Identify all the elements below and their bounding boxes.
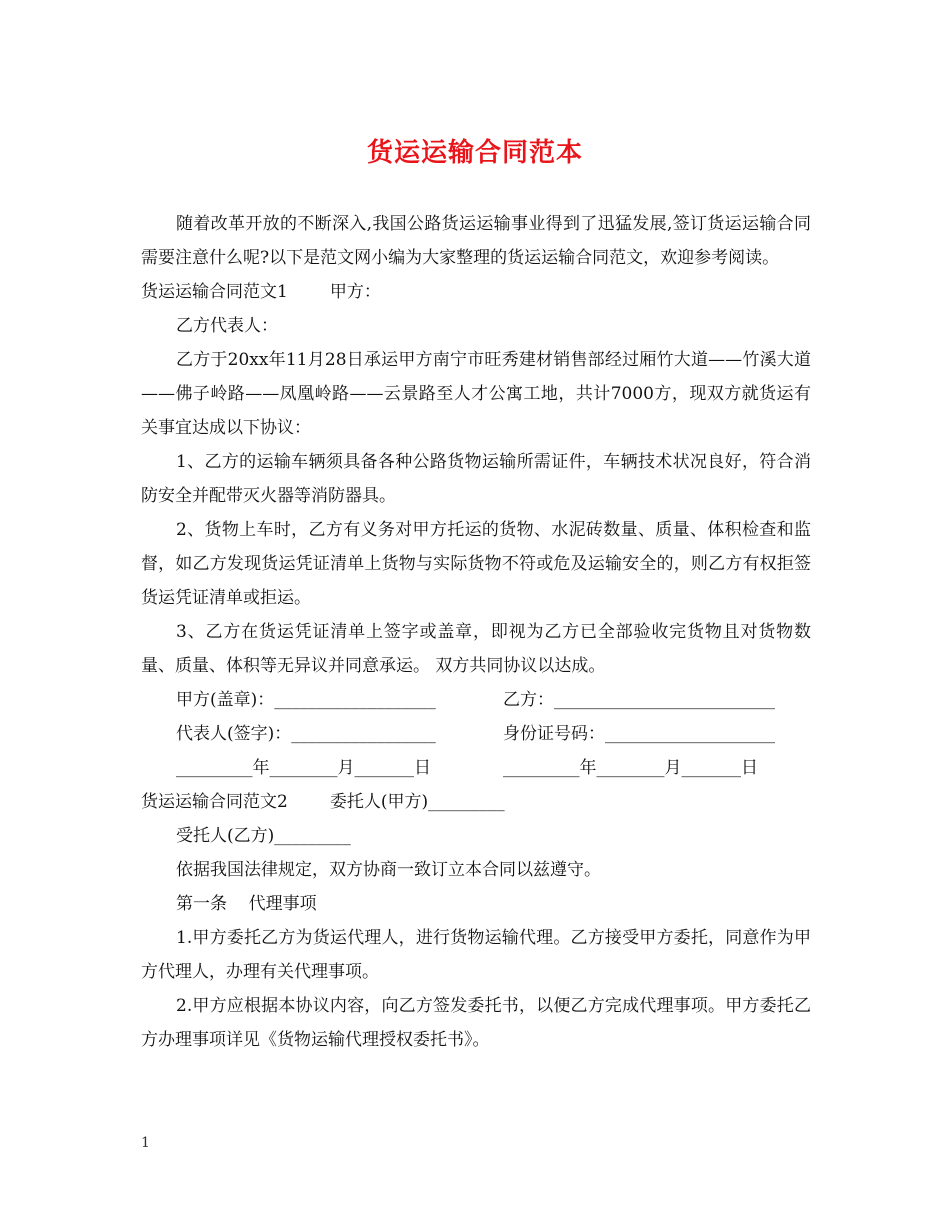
- intro-paragraph: 随着改革开放的不断深入,我国公路货运运输事业得到了迅猛发展,签订货运运输合同需要注意什么呢?以下是范文网小编为大家整理的货运运输合同范文，欢迎参考阅读。: [141, 214, 811, 268]
- document-body: [141, 207, 811, 1057]
- date-row: [141, 751, 811, 785]
- id-number-field: 身份证号码：____________________: [503, 724, 775, 744]
- sample2-heading: 货运运输合同范文2: [141, 792, 288, 812]
- article-1-heading: 第一条 代理事项: [176, 894, 317, 914]
- sample1-item-3: 3、乙方在货运凭证清单上签字或盖章，即视为乙方已全部验收完货物且对货物数量、质量、体积等无异议并同意承运。 双方共同协议以达成。: [141, 622, 811, 676]
- clause-1: 1.甲方委托乙方为货运代理人，进行货物运输代理。乙方接受甲方委托，同意作为甲方代理人，办理有关代理事项。: [141, 928, 811, 982]
- party-b-representative: 乙方代表人：: [176, 316, 278, 336]
- client-field: 委托人(甲方)_________: [329, 792, 505, 812]
- clause-2: 2.甲方应根据本协议内容，向乙方签发委托书，以便乙方完成代理事项。甲方委托乙方办理事项详见《货物运输代理授权委托书》。: [141, 996, 811, 1050]
- party-a-label: 甲方：: [329, 282, 381, 302]
- signature-row: [141, 683, 811, 717]
- date-right: _________年________月_______日: [503, 758, 758, 778]
- party-b-field: 乙方：__________________________: [503, 690, 775, 710]
- sample1-item-2: 2、货物上车时，乙方有义务对甲方托运的货物、水泥砖数量、质量、体积检查和监督，如乙方发现货运凭证清单上货物与实际货物不符或危及运输安全的，则乙方有权拒签货运凭证清单或拒运。: [141, 520, 811, 608]
- sample1-paragraph-1: 乙方于20xx年11月28日承运甲方南宁市旺秀建材销售部经过厢竹大道——竹溪大道——佛子岭路——凤凰岭路——云景路至人才公寓工地，共计7000方，现双方就货运有关事宜达成以下协议：: [141, 350, 811, 438]
- page-number: 1: [141, 1135, 150, 1151]
- representative-row: [141, 717, 811, 751]
- sample1-item-1: 1、乙方的运输车辆须具备各种公路货物运输所需证件，车辆技术状况良好，符合消防安全并配带灭火器等消防器具。: [141, 452, 811, 506]
- agent-field: 受托人(乙方)_________: [176, 826, 351, 846]
- sample1-heading: 货运运输合同范文1: [141, 282, 288, 302]
- legal-basis: 依据我国法律规定，双方协商一致订立本合同以兹遵守。: [176, 860, 601, 880]
- date-left: _________年________月_______日: [176, 758, 431, 778]
- sample2-heading-line: [141, 785, 811, 819]
- document-title: 货运运输合同范本: [366, 138, 583, 168]
- party-a-seal-field: 甲方(盖章)：___________________: [176, 690, 436, 710]
- representative-sign-field: 代表人(签字)：_________________: [176, 724, 436, 744]
- sample1-heading-line: [141, 275, 811, 309]
